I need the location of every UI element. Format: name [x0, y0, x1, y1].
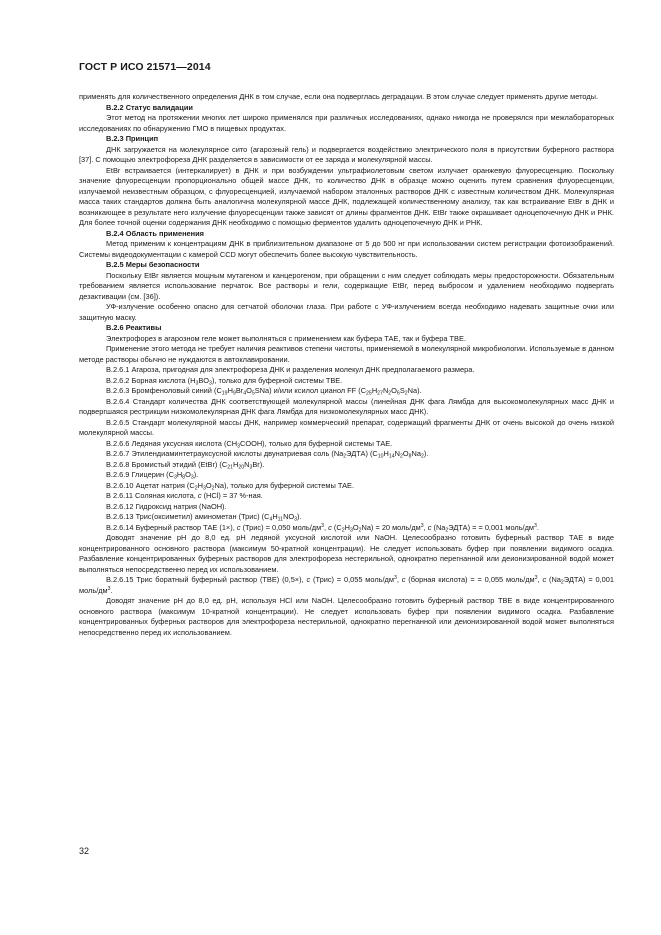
- paragraph: Этот метод на протяжении многих лет широко применялся при различных исследованиях, однако никогда не проверялся при межлабораторных исследованиях по обнаружению ГМО в пищевых продуктах.: [79, 113, 614, 133]
- paragraph: Поскольку EtBr является мощным мутагеном и канцерогеном, при обращении с ним следует соблюдать меры предосторожности. Обязательным требованием является использование перчаток. Все растворы и гели, содержащие EtBr, перед выбросом и удалением необходимо подвергать дезактивации (см. [36]).: [79, 270, 614, 301]
- reagent-item-2-6-11: В 2.6.11 Соляная кислота, c (HCl) = 37 %-ная.: [106, 491, 263, 500]
- document-header: ГОСТ Р ИСО 21571—2014: [79, 61, 211, 73]
- paragraph: EtBr встраивается (интеркалирует) в ДНК и при возбуждении ультрафиолетовым светом излучает оранжевую флуоресценцию. Поскольку значение флуоресценции пропорционально общей массе ДНК, то количество ДНК в образце можно оценить путем сравнения флуоресценции, излучаемой неизвестным образцом, с флуоресценцией, излучаемой набором эталонных растворов ДНК с известным количеством ДНК. Молекулярная масса таких стандартов должна быть аналогична молекулярной массе ДНК, подлежащей количественному анализу, так как встраивание EtBr в ДНК и возникающее в результате него излучение флуоресценции также зависят от длины фрагментов ДНК. EtBr также окрашивает одноцепочечную ДНК и РНК. Для более точной оценки содержания ДНК необходимо с помощью ферментов удалить одноцепочечную ДНК и РНК.: [79, 165, 614, 227]
- reagent-item-2-6-6: В.2.6.6 Ледяная уксусная кислота $(CH_3COOH)$, только для буферной системы ТАЕ.: [106, 438, 393, 449]
- paragraph: УФ-излучение особенно опасно для сетчатой оболочки глаза. При работе с УФ-излучением всегда необходимо надевать защитные очки или защитную маску.: [79, 302, 614, 322]
- reagent-item-2-6-5: В.2.6.5 Стандарт молекулярной массы ДНК, например коммерческий препарат, содержащий фрагменты ДНК от очень высокой до очень низкой молекулярной массы.: [79, 417, 614, 437]
- reagent-item-2-6-2: В.2.6.2 Борная кислота $(H_3BO_3)$, только для буферной системы ТВЕ.: [106, 375, 343, 386]
- paragraph: Применение этого метода не требует наличия реактивов степени чистоты, применяемой в молекулярной микробиологии. Используемые в данном методе растворы обычно не нуждаются в автоклавировании.: [79, 344, 614, 364]
- document-body: [79, 92, 614, 638]
- reagent-item-2-6-7: В.2.6.7 Этилендиаминтетрауксусной кислоты двунатриевая соль $(Na_2ЭДТА)$ $(C_{10}H_{14}N_2O_8Na_2)$.: [106, 449, 429, 460]
- reagent-item-2-6-3: В.2.6.3 Бромфеноловый синий $(C_{19}H_9Br_4O_5SNa)$ и/или ксилол цианол FF $(C_{25}H_{27}N_2O_6S_2Na)$.: [106, 386, 422, 397]
- reagent-item-2-6-15: В.2.6.15 Трис боратный буферный раствор (ТВЕ) (0,5×), c (Трис) = 0,055 моль/$дм^3$, c (борная кислота) = = 0,055 моль/$дм^3$, c $(Na_2ЭДТА) = 0,001$ моль/$дм^3$.: [79, 575, 615, 595]
- reagent-item-2-6-13: В.2.6.13 Трис(оксиметил) аминометан (Трис) $(C_4H_{11}NO_3)$.: [106, 512, 302, 523]
- paragraph: применять для количественного определения ДНК в том случае, если она подверглась деградации. В этом случае следует применять другие методы.: [79, 92, 599, 101]
- paragraph: Электрофорез в агарозном геле может выполняться с применением как буфера ТАЕ, так и буфера ТВЕ.: [106, 333, 466, 343]
- reagent-item-2-6-14: В.2.6.14 Буферный раствор ТАЕ (1×), c (Трис) = 0,050 моль/$дм^3$, c $(C_2H_3O_2Na) = 20$ моль/$дм^3$, c $(Na_2ЭДТА)$ = = 0,001 моль/$дм^3$.: [106, 522, 539, 533]
- reagent-item-2-6-1: В.2.6.1 Агароза, пригодная для электрофореза ДНК и разделения молекул ДНК предполагаемого размера.: [106, 365, 475, 374]
- section-heading-b23: В.2.3 Принцип: [106, 134, 159, 143]
- reagent-item-2-6-10: В.2.6.10 Ацетат натрия $(C_2H_3O_2Na)$, только для буферной системы ТАЕ.: [106, 480, 355, 491]
- paragraph: Метод применим к концентрациям ДНК в приблизительном диапазоне от 5 до 500 нг при использовании систем регистрации фотоизображений. Системы видеодокументации с камерой CCD могут обеспечить более высокую чувствительность.: [79, 239, 614, 259]
- section-heading-b24: В.2.4 Область применения: [106, 228, 204, 238]
- page-number: 32: [79, 846, 90, 856]
- reagent-item-2-6-9: В.2.6.9 Глицерин $(C_3H_8O_3)$.: [106, 470, 199, 481]
- paragraph: ДНК загружается на молекулярное сито (агарозный гель) и подвергается воздействию электрического поля в присутствии буферного раствора [37]. С помощью электрофореза ДНК разделяется в зависимости от ее заряда и молекулярной массы.: [79, 144, 614, 164]
- reagent-item-2-6-8: В.2.6.8 Бромистый этидий (EtBr) $(C_{21}H_{20}N_3Br)$.: [106, 459, 265, 470]
- paragraph: Доводят значение pH до 8,0 ед. pH ледяной уксусной кислотой или NaOH. Целесообразно готовить буферный раствор ТАЕ в виде концентрированного основного раствора (максимум 50-кратной концентрации). Не следует использовать буфер при появлении видимого осадка. Разбавление концентрированных буферных растворов для электрофореза нестерильной, однократно перегнанной или деионизированной водой может выполняться непосредственно перед их использованием.: [79, 533, 614, 574]
- section-heading-b22: В.2.2 Статус валидации: [106, 102, 193, 112]
- section-heading-b26: В.2.6 Реактивы: [106, 323, 162, 332]
- section-heading-b25: В.2.5 Меры безопасности: [106, 260, 200, 269]
- reagent-item-2-6-12: В.2.6.12 Гидроксид натрия (NaOH).: [106, 501, 227, 511]
- reagent-item-2-6-4: В.2.6.4 Стандарт количества ДНК соответствующей молекулярной массы (линейная ДНК фага Лямбда для высокомолекулярных масс ДНК и подвергшаяся рестрикции низкомолекулярная ДНК фага Лямбда для низкомолекулярных масс ДНК).: [79, 396, 614, 416]
- paragraph: Доводят значение pH до 8,0 ед. pH, используя HCl или NaOH. Целесообразно готовить буферный раствор ТВЕ в виде концентрированного основного раствора (максимум 10-кратной концентрации). Не следует использовать буфер при появлении видимого осадка. Разбавление концентрированных буферных растворов для электрофореза нестерильной, однократно перегнанной или деионизированной водой может выполняться непосредственно перед их использованием.: [79, 596, 614, 637]
